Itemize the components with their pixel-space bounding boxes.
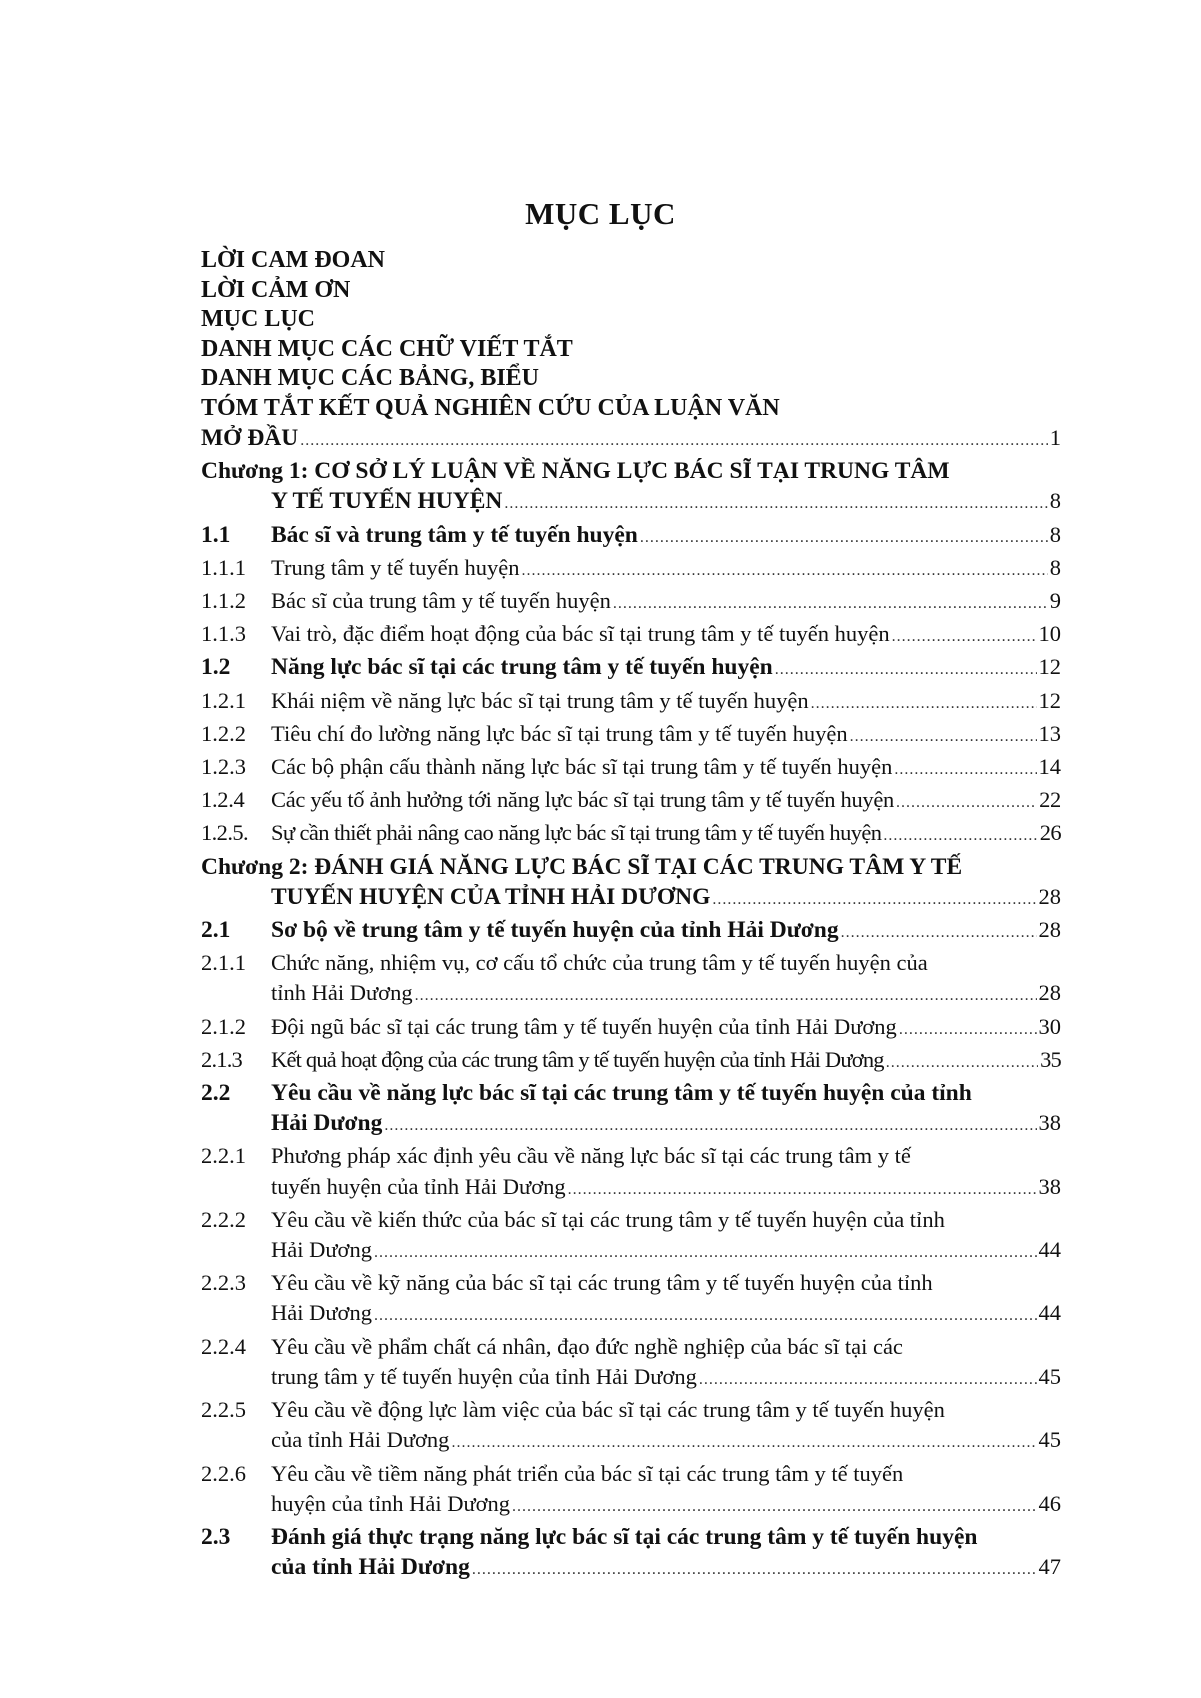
dot-leader: [775, 655, 1037, 685]
dot-leader: [894, 755, 1036, 785]
toc-entry-number: 2.2.5: [201, 1397, 246, 1423]
toc-entry-title: Yêu cầu về phẩm chất cá nhân, đạo đức nghề nghiệp của bác sĩ tại các: [271, 1333, 903, 1359]
dot-leader: [640, 523, 1048, 553]
toc-entry-number: 1.2.4: [201, 787, 245, 813]
toc-entry-number: 2.2.6: [201, 1460, 246, 1486]
toc-entry-subsection[interactable]: [201, 1395, 1061, 1458]
toc-entry-title-cont: TUYẾN HUYỆN CỦA TỈNH HẢI DƯƠNG: [271, 883, 711, 910]
toc-page-number: 28: [1038, 980, 1061, 1006]
toc-entry-subsection[interactable]: [201, 785, 1061, 818]
toc-entry-title-cont: Y TẾ TUYẾN HUYỆN: [271, 488, 503, 515]
toc-front-item: LỜI CẢM ƠN: [201, 276, 351, 303]
toc-front-item: LỜI CAM ĐOAN: [201, 247, 385, 273]
toc-entry-number: 1.1: [201, 521, 231, 548]
toc-entry-title: Sự cần thiết phải nâng cao năng lực bác sĩ tại trung tâm y tế tuyến huyện: [271, 820, 882, 846]
toc-entry-section[interactable]: [201, 1078, 1061, 1141]
dot-leader: [504, 489, 1047, 519]
dot-leader: [613, 589, 1048, 619]
toc-entry-title: Đánh giá thực trạng năng lực bác sĩ tại các trung tâm y tế tuyến huyện: [271, 1523, 978, 1550]
toc-entry-title: Yêu cầu về động lực làm việc của bác sĩ tại các trung tâm y tế tuyến huyện: [271, 1397, 945, 1423]
toc-entry-title-cont: Hải Dương: [271, 1300, 372, 1326]
toc-entry-number: 2.1.3: [201, 1046, 243, 1072]
toc-entry-subsection[interactable]: [201, 948, 1061, 1011]
toc-entry-title: MỞ ĐẦU: [201, 425, 299, 451]
toc-front-item: DANH MỤC CÁC CHỮ VIẾT TẮT: [201, 335, 573, 362]
toc-page-number: 47: [1038, 1554, 1061, 1580]
toc-entry-number: 2.2.4: [201, 1333, 246, 1359]
toc-page-number: 9: [1049, 588, 1061, 614]
toc-entry-number: 1.2.5.: [201, 820, 249, 846]
toc-entry-title: Yêu cầu về kiến thức của bác sĩ tại các trung tâm y tế tuyến huyện của tỉnh: [271, 1206, 945, 1232]
toc-page-number: 1: [1049, 425, 1061, 450]
toc-entry-title: Chức năng, nhiệm vụ, cơ cấu tổ chức của trung tâm y tế tuyến huyện của: [271, 950, 928, 976]
toc-entry-section[interactable]: [201, 520, 1061, 553]
toc-entry-title-cont: trung tâm y tế tuyến huyện của tỉnh Hải Dương: [271, 1363, 697, 1389]
toc-entry-subsection[interactable]: [201, 619, 1061, 652]
toc-entry-title: Chương 2: ĐÁNH GIÁ NĂNG LỰC BÁC SĨ TẠI CÁC TRUNG TÂM Y TẾ: [201, 853, 963, 880]
toc-entry-title-cont: Hải Dương: [271, 1110, 383, 1137]
toc-entry-subsection[interactable]: [201, 586, 1061, 619]
toc-entry-chapter-2[interactable]: [201, 852, 1061, 915]
toc-front-item: TÓM TẮT KẾT QUẢ NGHIÊN CỨU CỦA LUẬN VĂN: [201, 394, 780, 421]
toc-entry-subsection[interactable]: [201, 818, 1061, 851]
dot-leader: [522, 556, 1048, 586]
toc-entry-subsection[interactable]: [201, 1045, 1061, 1078]
toc-page-number: 45: [1038, 1427, 1061, 1453]
toc-entry-number: 2.1.1: [201, 950, 246, 976]
toc-front-item: MỤC LỤC: [201, 306, 315, 332]
toc-entry-title: Bác sĩ của trung tâm y tế tuyến huyện: [271, 588, 611, 614]
toc-entry-number: 1.2.3: [201, 754, 246, 780]
toc-entry-title: Phương pháp xác định yêu cầu về năng lực bác sĩ tại các trung tâm y tế: [271, 1143, 911, 1169]
toc-entry-number: 1.2: [201, 654, 231, 681]
toc-page-number: 13: [1038, 720, 1061, 746]
page-title: MỤC LỤC: [525, 196, 676, 231]
toc-entry-title: Yêu cầu về năng lực bác sĩ tại các trung tâm y tế tuyến huyện của tỉnh: [271, 1080, 972, 1107]
toc-entry-subsection[interactable]: [201, 1268, 1061, 1331]
toc-entry-chapter-1[interactable]: [201, 456, 1061, 519]
dot-leader: [811, 689, 1037, 719]
toc-page-number: 8: [1049, 521, 1061, 547]
toc-entry-subsection[interactable]: [201, 686, 1061, 719]
toc-entry-title: Sơ bộ về trung tâm y tế tuyến huyện của tỉnh Hải Dương: [271, 917, 839, 944]
toc-page-number: 44: [1038, 1237, 1061, 1263]
toc-entry-number: 2.1: [201, 917, 231, 944]
toc-entry-title: Trung tâm y tế tuyến huyện: [271, 554, 520, 580]
toc-page-number: 8: [1049, 554, 1061, 580]
toc-entry-subsection[interactable]: [201, 1459, 1061, 1522]
table-of-contents: [201, 246, 1061, 1585]
toc-page-number: 38: [1038, 1173, 1061, 1199]
toc-entry-section[interactable]: [201, 915, 1061, 948]
dot-leader: [883, 821, 1037, 851]
toc-page-number: 46: [1038, 1490, 1061, 1516]
dot-leader: [512, 1492, 1036, 1522]
toc-entry-number: 1.1.3: [201, 621, 246, 647]
toc-entry-number: 2.3: [201, 1523, 231, 1550]
toc-page-number: 45: [1038, 1363, 1061, 1389]
toc-page-number: 10: [1038, 621, 1061, 647]
toc-entry-title: Bác sĩ và trung tâm y tế tuyến huyện: [271, 521, 638, 548]
toc-entry-introduction[interactable]: [201, 423, 1061, 456]
toc-entry-title: Năng lực bác sĩ tại các trung tâm y tế tuyến huyện: [271, 654, 773, 681]
toc-entry-number: 1.2.2: [201, 720, 246, 746]
dot-leader: [712, 885, 1036, 915]
toc-entry-number: 1.1.2: [201, 588, 246, 614]
toc-page-number: 30: [1038, 1013, 1061, 1039]
toc-entry-title-cont: tỉnh Hải Dương: [271, 980, 413, 1006]
dot-leader: [850, 722, 1037, 752]
dot-leader: [300, 426, 1048, 456]
dot-leader: [472, 1555, 1037, 1585]
toc-page-number: 14: [1038, 754, 1061, 780]
dot-leader: [568, 1175, 1037, 1205]
toc-page-number: 38: [1038, 1110, 1061, 1136]
toc-entry-title-cont: huyện của tỉnh Hải Dương: [271, 1490, 511, 1516]
toc-page-number: 44: [1038, 1300, 1061, 1326]
dot-leader: [374, 1301, 1037, 1331]
toc-entry-subsection[interactable]: [201, 752, 1061, 785]
toc-entry-title: Yêu cầu về tiềm năng phát triển của bác sĩ tại các trung tâm y tế tuyến: [271, 1460, 904, 1486]
toc-page-number: 22: [1039, 787, 1061, 813]
toc-entry-title: Chương 1: CƠ SỞ LÝ LUẬN VỀ NĂNG LỰC BÁC SĨ TẠI TRUNG TÂM: [201, 458, 950, 485]
toc-page-number: 26: [1039, 820, 1061, 846]
dot-leader: [384, 1111, 1036, 1141]
toc-page-number: 8: [1049, 488, 1061, 514]
toc-entry-title: Khái niệm về năng lực bác sĩ tại trung tâm y tế tuyến huyện: [271, 687, 809, 713]
toc-entry-number: 1.1.1: [201, 554, 246, 580]
toc-page-number: 12: [1038, 687, 1061, 713]
toc-page-number: 28: [1038, 917, 1061, 943]
toc-entry-title-cont: của tỉnh Hải Dương: [271, 1427, 450, 1453]
toc-entry-number: 1.2.1: [201, 687, 246, 713]
toc-entry-title: Vai trò, đặc điểm hoạt động của bác sĩ tại trung tâm y tế tuyến huyện: [271, 621, 890, 647]
toc-entry-title-cont: tuyến huyện của tỉnh Hải Dương: [271, 1173, 566, 1199]
toc-entry-title: Tiêu chí đo lường năng lực bác sĩ tại trung tâm y tế tuyến huyện: [271, 720, 848, 746]
toc-entry-title: Các yếu tố ảnh hưởng tới năng lực bác sĩ tại trung tâm y tế tuyến huyện: [271, 787, 894, 813]
dot-leader: [896, 788, 1037, 818]
toc-entry-title: Đội ngũ bác sĩ tại các trung tâm y tế tuyến huyện của tỉnh Hải Dương: [271, 1013, 897, 1039]
toc-entry-title: Kết quả hoạt động của các trung tâm y tế tuyến huyện của tỉnh Hải Dương: [271, 1046, 884, 1072]
toc-entry-subsection[interactable]: [201, 1205, 1061, 1268]
toc-entry-subsection[interactable]: [201, 1141, 1061, 1204]
dot-leader: [699, 1365, 1037, 1395]
toc-entry-section[interactable]: [201, 652, 1061, 685]
toc-entry-subsection[interactable]: [201, 719, 1061, 752]
toc-entry-number: 2.2.1: [201, 1143, 246, 1169]
toc-entry-section[interactable]: [201, 1522, 1061, 1585]
dot-leader: [886, 1048, 1038, 1078]
toc-entry-title: Các bộ phận cấu thành năng lực bác sĩ tại trung tâm y tế tuyến huyện: [271, 754, 893, 780]
toc-entry-subsection[interactable]: [201, 1012, 1061, 1045]
toc-entry-title-cont: của tỉnh Hải Dương: [271, 1554, 470, 1581]
dot-leader: [451, 1428, 1036, 1458]
dot-leader: [899, 1015, 1037, 1045]
dot-leader: [892, 622, 1037, 652]
toc-entry-number: 2.2.3: [201, 1270, 246, 1296]
dot-leader: [415, 981, 1037, 1011]
toc-entry-title: Yêu cầu về kỹ năng của bác sĩ tại các trung tâm y tế tuyến huyện của tỉnh: [271, 1270, 933, 1296]
toc-page-number: 12: [1038, 654, 1061, 680]
toc-entry-number: 2.2.2: [201, 1206, 246, 1232]
toc-page-number: 28: [1038, 883, 1061, 909]
toc-entry-number: 2.1.2: [201, 1013, 246, 1039]
toc-entry-title-cont: Hải Dương: [271, 1237, 372, 1263]
dot-leader: [374, 1238, 1037, 1268]
toc-entry-subsection[interactable]: [201, 1332, 1061, 1395]
toc-entry-subsection[interactable]: [201, 553, 1061, 586]
toc-entry-number: 2.2: [201, 1080, 231, 1107]
dot-leader: [841, 918, 1037, 948]
toc-page-number: 35: [1040, 1046, 1061, 1072]
toc-front-item: DANH MỤC CÁC BẢNG, BIỂU: [201, 365, 540, 391]
